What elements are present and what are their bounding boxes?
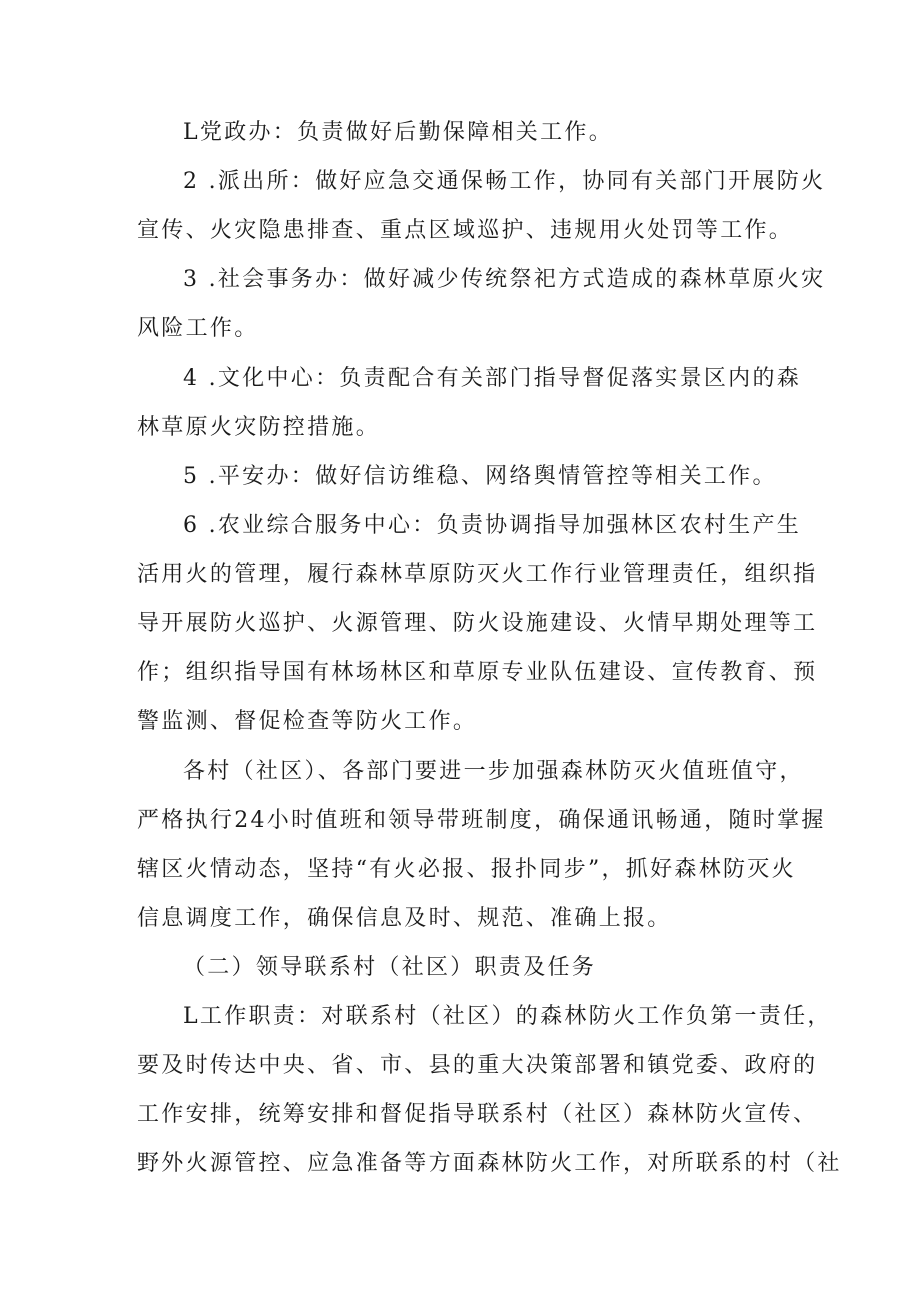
duty-paragraph-line3: 辖区火情动态，坚持“有火必报、报扑同步”，抓好森林防灭火 xyxy=(137,857,796,882)
item-culture-center-line2: 林草原火灾防控措施。 xyxy=(137,415,381,440)
duty-paragraph-line4: 信息调度工作，确保信息及时、规范、准确上报。 xyxy=(137,906,672,931)
item-party-office: L党政办：负责做好后勤保障相关工作。 xyxy=(183,120,614,145)
item-police-station-line1: 2 .派出所：做好应急交通保畅工作，协同有关部门开展防火 xyxy=(183,169,826,194)
item-peace-office: 5 .平安办：做好信访维稳、网络舆情管控等相关工作。 xyxy=(183,464,777,489)
responsibility-line3: 工作安排，统筹安排和督促指导联系村（社区）森林防火宣传、 xyxy=(137,1102,818,1127)
duty-paragraph-line2: 严格执行24小时值班和领导带班制度，确保通讯畅通，随时掌握 xyxy=(137,808,826,833)
item-agri-center-line1: 6 .农业综合服务中心：负责协调指导加强林区农村生产生 xyxy=(183,513,802,538)
section-heading: （二）领导联系村（社区）职责及任务 xyxy=(183,955,597,980)
item-agri-center-line4: 作；组织指导国有林场林区和草原专业队伍建设、宣传教育、预 xyxy=(137,660,818,685)
item-culture-center-line1: 4 .文化中心：负责配合有关部门指导督促落实景区内的森 xyxy=(183,366,802,391)
responsibility-line2: 要及时传达中央、省、市、县的重大决策部署和镇党委、政府的 xyxy=(137,1053,818,1078)
responsibility-line4: 野外火源管控、应急准备等方面森林防火工作，对所联系的村（社 xyxy=(137,1151,842,1176)
item-social-affairs-line2: 风险工作。 xyxy=(137,316,259,341)
item-agri-center-line5: 警监测、督促检查等防火工作。 xyxy=(137,709,478,734)
responsibility-line1: L工作职责：对联系村（社区）的森林防火工作负第一责任， xyxy=(183,1004,832,1029)
item-social-affairs-line1: 3 .社会事务办：做好减少传统祭祀方式造成的森林草原火灾 xyxy=(183,267,826,292)
item-agri-center-line3: 导开展防火巡护、火源管理、防火设施建设、火情早期处理等工 xyxy=(137,611,818,636)
duty-paragraph-line1: 各村（社区）、各部门要进一步加强森林防灭火值班值守， xyxy=(183,759,804,784)
item-agri-center-line2: 活用火的管理，履行森林草原防灭火工作行业管理责任，组织指 xyxy=(137,562,818,587)
item-police-station-line2: 宣传、火灾隐患排查、重点区域巡护、违规用火处罚等工作。 xyxy=(137,218,794,243)
